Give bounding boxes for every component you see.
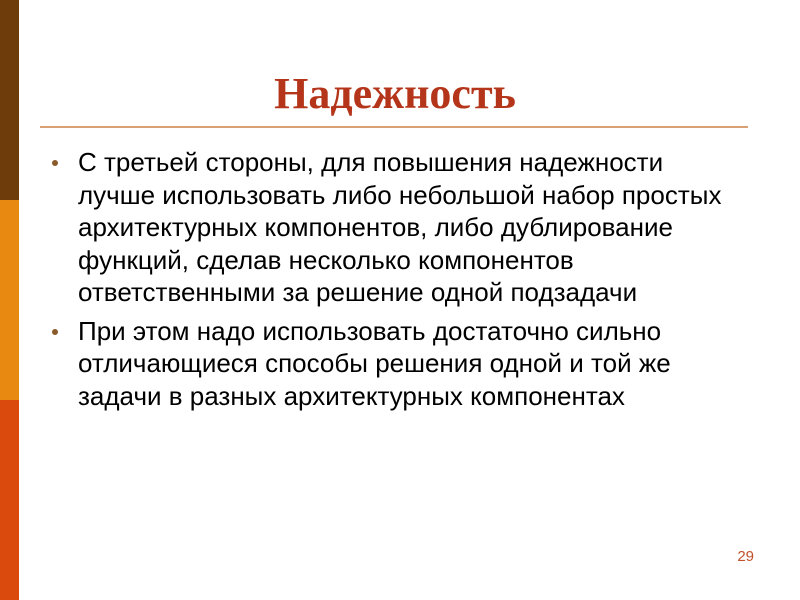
page-number: 29: [737, 548, 754, 565]
side-stripe-middle: [0, 200, 19, 400]
bullet-text: С третьей стороны, для повышения надежности лучше использовать либо небольшой набор простых архитектурных компонентов, либо дублирование функций, сделав несколько компонентов ответственными за решение одной подзадачи: [78, 147, 722, 307]
bullet-text: При этом надо использовать достаточно сильно отличающиеся способы решения одной и той же задачи в разных архитектурных компонентах: [78, 315, 671, 411]
slide-title: Надежность: [274, 69, 516, 118]
side-stripe-top: [0, 0, 19, 200]
bullet-dot-icon: [52, 160, 58, 166]
bullet-dot-icon: [52, 329, 58, 335]
side-stripe-bottom: [0, 400, 19, 600]
bullet-item: [44, 315, 744, 413]
bullet-list: [44, 146, 744, 418]
bullet-item: [44, 146, 744, 309]
title-divider: [40, 126, 748, 128]
